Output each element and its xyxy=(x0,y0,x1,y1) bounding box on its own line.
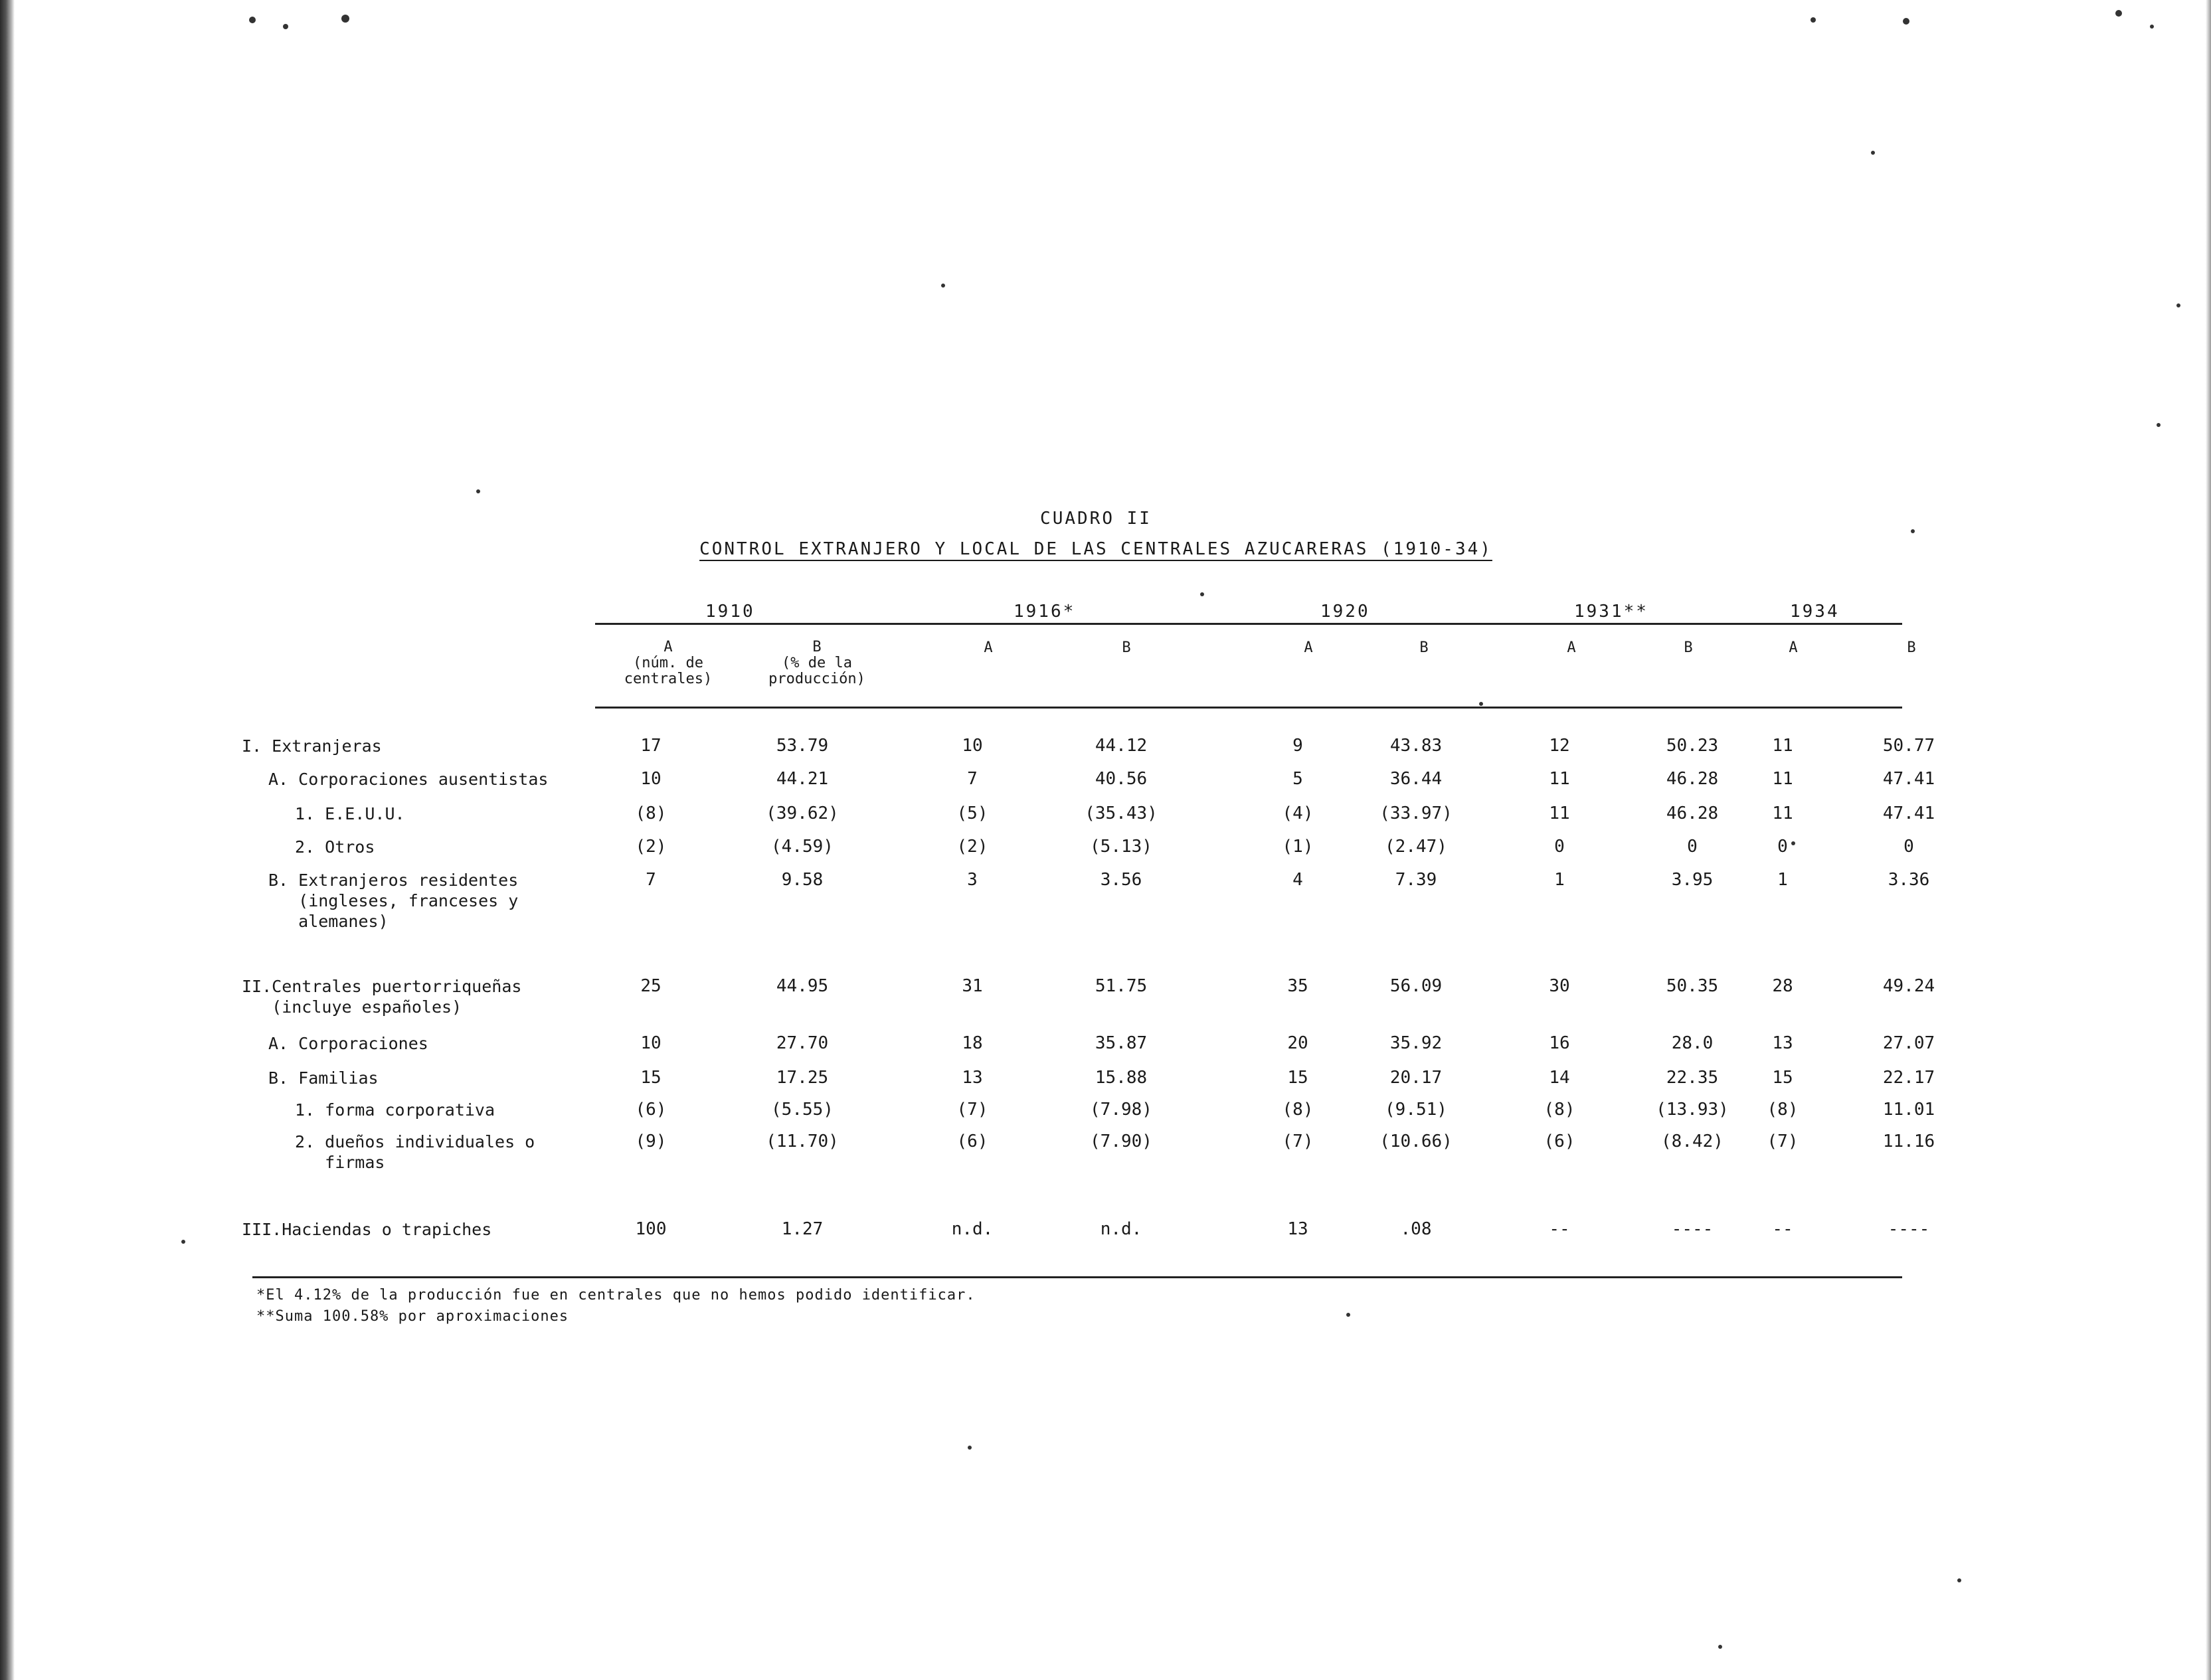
table-cell: (8) xyxy=(1767,1100,1799,1120)
table-cell: 4 xyxy=(1292,870,1303,890)
row-label: III.Haciendas o trapiches xyxy=(242,1220,492,1239)
table-cell: 5 xyxy=(1292,769,1303,789)
table-cell: (2) xyxy=(956,837,988,857)
year-header-1934: 1934 xyxy=(1790,602,1840,622)
row-label: 2. dueños individuales o firmas xyxy=(295,1132,535,1172)
table-cell: 28.0 xyxy=(1671,1033,1714,1053)
table-cell: (11.70) xyxy=(766,1132,839,1151)
table-cell: (39.62) xyxy=(766,803,839,823)
table-cell: (9) xyxy=(635,1132,667,1151)
header-rule-top xyxy=(595,623,1902,625)
table-cell: (6) xyxy=(1544,1132,1575,1151)
table-cell: 11 xyxy=(1772,803,1793,823)
table-cell: 10 xyxy=(640,769,662,789)
table-cell: (4) xyxy=(1282,803,1314,823)
table-cell: 22.35 xyxy=(1666,1068,1719,1088)
table-cell: (6) xyxy=(635,1100,667,1120)
table-cell: (7.98) xyxy=(1090,1100,1152,1120)
table-cell: 51.75 xyxy=(1095,976,1148,996)
table-cell: 1.27 xyxy=(781,1219,824,1239)
column-header-a-1910 xyxy=(608,639,728,687)
table-cell: -- xyxy=(1549,1219,1570,1239)
column-header-b-1920: B xyxy=(1419,639,1429,656)
table-cell: 0 xyxy=(1554,837,1565,857)
table-cell: 3.56 xyxy=(1100,870,1142,890)
row-label: 1. forma corporativa xyxy=(295,1100,495,1120)
table-cell: 13 xyxy=(1287,1219,1308,1239)
table-cell: 27.07 xyxy=(1882,1033,1935,1053)
table-cell: 35 xyxy=(1287,976,1308,996)
table-cell: 44.95 xyxy=(776,976,829,996)
table-cell: 10 xyxy=(962,736,983,756)
table-cell: 3.36 xyxy=(1888,870,1930,890)
table-cell: 47.41 xyxy=(1882,769,1935,789)
table-cell: (8) xyxy=(1282,1100,1314,1120)
table-cell: 7.39 xyxy=(1395,870,1437,890)
table-cell: 44.21 xyxy=(776,769,829,789)
table-cell: (7) xyxy=(956,1100,988,1120)
table-cell: 11 xyxy=(1549,803,1570,823)
column-header-a-1920: A xyxy=(1304,639,1313,656)
table-cell: 56.09 xyxy=(1389,976,1443,996)
table-cell: 12 xyxy=(1549,736,1570,756)
column-header-b-1910 xyxy=(751,639,883,687)
table-cell: 1 xyxy=(1554,870,1565,890)
table-cell: 25 xyxy=(640,976,662,996)
table-cell: 15 xyxy=(1772,1068,1793,1088)
table-cell: 10 xyxy=(640,1033,662,1053)
table-cell: 9 xyxy=(1292,736,1303,756)
table-cell: (9.51) xyxy=(1385,1100,1447,1120)
table-cell: 15.88 xyxy=(1095,1068,1148,1088)
column-header-note: (núm. de centrales) xyxy=(624,655,713,687)
header-rule-bottom xyxy=(595,707,1902,709)
row-label: II.Centrales puertorriqueñas (incluye españoles) xyxy=(242,977,522,1017)
column-header-a-1934: A xyxy=(1789,639,1798,656)
table-cell: 13 xyxy=(1772,1033,1793,1053)
table-cell: (8) xyxy=(1544,1100,1575,1120)
table-cell: -- xyxy=(1772,1219,1793,1239)
table-bottom-rule xyxy=(252,1276,1902,1278)
table-cell: 11.16 xyxy=(1882,1132,1935,1151)
table-cell: 47.41 xyxy=(1882,803,1935,823)
row-label: I. Extranjeras xyxy=(242,736,382,756)
column-header-a-1916: A xyxy=(984,639,993,656)
table-cell: 3 xyxy=(967,870,978,890)
table-cell: 46.28 xyxy=(1666,769,1719,789)
table-cell: (6) xyxy=(956,1132,988,1151)
table-cell: (8.42) xyxy=(1661,1132,1724,1151)
table-cell: 18 xyxy=(962,1033,983,1053)
table-cell: 30 xyxy=(1549,976,1570,996)
column-header-letter: B xyxy=(812,639,822,655)
year-header-1916: 1916* xyxy=(1014,602,1076,622)
year-header-1910: 1910 xyxy=(705,602,755,622)
row-label: B. Familias xyxy=(268,1068,379,1088)
column-header-b-1931: B xyxy=(1684,639,1693,656)
table-cell: n.d. xyxy=(1100,1219,1142,1239)
table-cell: (35.43) xyxy=(1085,803,1158,823)
table-cell: ---- xyxy=(1671,1219,1714,1239)
table-cell: 16 xyxy=(1549,1033,1570,1053)
row-label: B. Extranjeros residentes (ingleses, franceses y alemanes) xyxy=(268,871,519,931)
table-cell: (10.66) xyxy=(1379,1132,1453,1151)
table-cell: 15 xyxy=(1287,1068,1308,1088)
row-label: 2. Otros xyxy=(295,837,375,857)
table-cell: 35.92 xyxy=(1389,1033,1443,1053)
footnote-1: *El 4.12% de la producción fue en centrales que no hemos podido identificar. xyxy=(256,1287,976,1303)
table-cell: (33.97) xyxy=(1379,803,1453,823)
table-cell: (2.47) xyxy=(1385,837,1447,857)
column-header-b-1934: B xyxy=(1907,639,1916,656)
table-cell: 28 xyxy=(1772,976,1793,996)
table-cell: (7.90) xyxy=(1090,1132,1152,1151)
table-cell: ---- xyxy=(1888,1219,1930,1239)
year-header-1920: 1920 xyxy=(1320,602,1370,622)
table-cell: 44.12 xyxy=(1095,736,1148,756)
table-cell: 11 xyxy=(1549,769,1570,789)
footnote-2: **Suma 100.58% por aproximaciones xyxy=(256,1308,569,1325)
table-subtitle: CONTROL EXTRANJERO Y LOCAL DE LAS CENTRALES AZUCARERAS (1910-34) xyxy=(699,539,1492,559)
table-cell: 13 xyxy=(962,1068,983,1088)
table-cell: 11.01 xyxy=(1882,1100,1935,1120)
table-cell: (1) xyxy=(1282,837,1314,857)
table-cell: 50.23 xyxy=(1666,736,1719,756)
table-cell: 14 xyxy=(1549,1068,1570,1088)
table-cell: 7 xyxy=(646,870,656,890)
table-cell: 0 xyxy=(1777,837,1788,857)
table-cell: 31 xyxy=(962,976,983,996)
table-title: CUADRO II xyxy=(1040,509,1152,529)
table-cell: (5.55) xyxy=(771,1100,834,1120)
table-cell: 17 xyxy=(640,736,662,756)
table-cell: (13.93) xyxy=(1656,1100,1729,1120)
table-cell: (4.59) xyxy=(771,837,834,857)
table-cell: 20 xyxy=(1287,1033,1308,1053)
table-cell: 27.70 xyxy=(776,1033,829,1053)
table-cell: 43.83 xyxy=(1389,736,1443,756)
table-cell: 35.87 xyxy=(1095,1033,1148,1053)
table-cell: 0 xyxy=(1903,837,1914,857)
table-cell: 100 xyxy=(635,1219,667,1239)
row-label: A. Corporaciones xyxy=(268,1034,428,1053)
table-cell: 1 xyxy=(1777,870,1788,890)
table-cell: (5) xyxy=(956,803,988,823)
table-cell: 22.17 xyxy=(1882,1068,1935,1088)
column-header-a-1931: A xyxy=(1567,639,1576,656)
row-label: A. Corporaciones ausentistas xyxy=(268,770,549,789)
table-cell: 9.58 xyxy=(781,870,824,890)
table-cell: 0 xyxy=(1687,837,1698,857)
table-cell: 40.56 xyxy=(1095,769,1148,789)
table-cell: (2) xyxy=(635,837,667,857)
table-cell: 11 xyxy=(1772,769,1793,789)
table-cell: 46.28 xyxy=(1666,803,1719,823)
table-cell: (7) xyxy=(1767,1132,1799,1151)
table-cell: 50.35 xyxy=(1666,976,1719,996)
table-cell: 17.25 xyxy=(776,1068,829,1088)
table-cell: 53.79 xyxy=(776,736,829,756)
table-cell: (8) xyxy=(635,803,667,823)
table-cell: (5.13) xyxy=(1090,837,1152,857)
table-cell: 3.95 xyxy=(1671,870,1714,890)
table-cell: 15 xyxy=(640,1068,662,1088)
table-cell: .08 xyxy=(1400,1219,1432,1239)
table-cell: 20.17 xyxy=(1389,1068,1443,1088)
row-label: 1. E.E.U.U. xyxy=(295,804,405,823)
table-cell: 7 xyxy=(967,769,978,789)
year-header-1931: 1931** xyxy=(1574,602,1648,622)
table-cell: n.d. xyxy=(951,1219,994,1239)
table-cell: 49.24 xyxy=(1882,976,1935,996)
column-header-note: (% de la producción) xyxy=(768,655,865,687)
table-cell: 36.44 xyxy=(1389,769,1443,789)
column-header-b-1916: B xyxy=(1122,639,1131,656)
table-cell: (7) xyxy=(1282,1132,1314,1151)
table-cell: 50.77 xyxy=(1882,736,1935,756)
column-header-letter: A xyxy=(663,639,673,655)
table-cell: 11 xyxy=(1772,736,1793,756)
